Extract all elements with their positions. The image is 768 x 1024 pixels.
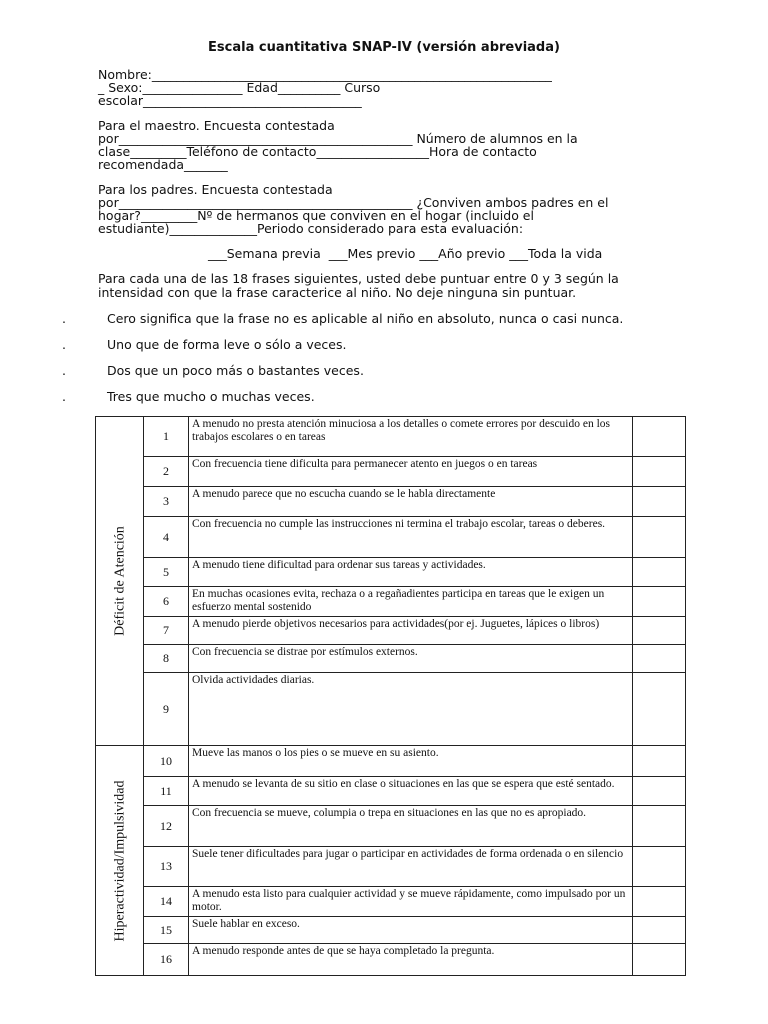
item-text: A menudo no presta atención minuciosa a los detalles o comete errores por descuido en los trabajos escolares o en tareas	[189, 417, 633, 457]
item-text: A menudo esta listo para cualquier actividad y se mueve rápidamente, como impulsado por un motor.	[189, 887, 633, 917]
item-text: Con frecuencia se distrae por estímulos externos.	[189, 645, 633, 673]
table-row	[96, 457, 686, 487]
snap-iv-table	[95, 416, 686, 976]
item-number: 14	[144, 887, 189, 917]
item-number: 7	[144, 617, 189, 645]
table-row	[96, 746, 686, 777]
category-hyperactivity-label: Hiperactividad/Impulsividad	[112, 780, 127, 941]
item-text: A menudo se levanta de su sitio en clase o situaciones en las que se espera que esté sentado.	[189, 777, 633, 806]
item-text: Con frecuencia se mueve, columpia o trepa en situaciones en las que no es apropiado.	[189, 806, 633, 847]
table-row	[96, 944, 686, 976]
header-line-name: Nombre:________________________________________________________________	[98, 67, 552, 82]
table-row	[96, 806, 686, 847]
score-cell[interactable]	[633, 746, 686, 777]
teacher-line-1: Para el maestro. Encuesta contestada	[98, 118, 335, 133]
table-row	[96, 587, 686, 617]
scale-item-three: Tres que mucho o muchas veces.	[107, 389, 315, 404]
score-cell[interactable]	[633, 558, 686, 587]
period-options: ___Semana previa ___Mes previo ___Año previo ___Toda la vida	[208, 246, 603, 261]
item-number: 8	[144, 645, 189, 673]
score-cell[interactable]	[633, 417, 686, 457]
score-cell[interactable]	[633, 917, 686, 944]
item-number: 10	[144, 746, 189, 777]
item-text: Con frecuencia no cumple las instrucciones ni termina el trabajo escolar, tareas o deberes.	[189, 517, 633, 558]
instructions-line-2: intensidad con que la frase caracterice al niño. No deje ninguna sin puntuar.	[98, 285, 577, 300]
category-attention-cell	[96, 417, 144, 746]
item-number: 13	[144, 847, 189, 887]
parent-line-4: estudiante)______________Periodo considerado para esta evaluación:	[98, 221, 524, 236]
table-row	[96, 917, 686, 944]
item-text: Suele hablar en exceso.	[189, 917, 633, 944]
score-cell[interactable]	[633, 587, 686, 617]
document-title: Escala cuantitativa SNAP-IV (versión abreviada)	[208, 40, 560, 55]
score-cell[interactable]	[633, 673, 686, 746]
teacher-line-3: clase_________Teléfono de contacto__________________Hora de contacto	[98, 144, 537, 159]
teacher-line-2: por_______________________________________________ Número de alumnos en la	[98, 131, 578, 146]
item-number: 11	[144, 777, 189, 806]
item-number: 15	[144, 917, 189, 944]
header-line-school: escolar___________________________________	[98, 93, 362, 108]
item-number: 12	[144, 806, 189, 847]
item-number: 5	[144, 558, 189, 587]
item-number: 6	[144, 587, 189, 617]
item-text: Olvida actividades diarias.	[189, 673, 633, 746]
scale-marker-3: .	[62, 389, 66, 404]
item-number: 4	[144, 517, 189, 558]
scale-marker-0: .	[62, 311, 66, 326]
item-text: A menudo tiene dificultad para ordenar sus tareas y actividades.	[189, 558, 633, 587]
score-cell[interactable]	[633, 487, 686, 517]
instructions-line-1: Para cada una de las 18 frases siguientes, usted debe puntuar entre 0 y 3 según la	[98, 271, 619, 286]
table-row	[96, 417, 686, 457]
item-text: Con frecuencia tiene dificulta para permanecer atento en juegos o en tareas	[189, 457, 633, 487]
score-cell[interactable]	[633, 645, 686, 673]
item-number: 2	[144, 457, 189, 487]
item-number: 1	[144, 417, 189, 457]
table-row	[96, 487, 686, 517]
table-row	[96, 558, 686, 587]
item-text: Mueve las manos o los pies o se mueve en su asiento.	[189, 746, 633, 777]
table-row	[96, 517, 686, 558]
parent-line-1: Para los padres. Encuesta contestada	[98, 182, 333, 197]
score-cell[interactable]	[633, 457, 686, 487]
table-row	[96, 645, 686, 673]
item-text: Suele tener dificultades para jugar o participar en actividades de forma ordenada o en silencio	[189, 847, 633, 887]
score-cell[interactable]	[633, 806, 686, 847]
item-text: En muchas ocasiones evita, rechaza o a regañadientes participa en tareas que le exigen un esfuerzo mental sostenido	[189, 587, 633, 617]
table-row	[96, 777, 686, 806]
scale-item-zero: Cero significa que la frase no es aplicable al niño en absoluto, nunca o casi nunca.	[107, 311, 624, 326]
item-number: 16	[144, 944, 189, 976]
score-cell[interactable]	[633, 517, 686, 558]
score-cell[interactable]	[633, 847, 686, 887]
scale-item-one: Uno que de forma leve o sólo a veces.	[107, 337, 347, 352]
item-number: 9	[144, 673, 189, 746]
item-text: A menudo pierde objetivos necesarios para actividades(por ej. Juguetes, lápices o libros)	[189, 617, 633, 645]
scale-marker-2: .	[62, 363, 66, 378]
parent-line-2: por_______________________________________________ ¿Conviven ambos padres en el	[98, 195, 609, 210]
score-cell[interactable]	[633, 944, 686, 976]
table-row	[96, 673, 686, 746]
scale-marker-1: .	[62, 337, 66, 352]
header-line-sex-age: _ Sexo:________________ Edad__________ Curso	[98, 80, 381, 95]
category-hyperactivity-cell	[96, 746, 144, 976]
item-text: A menudo responde antes de que se haya completado la pregunta.	[189, 944, 633, 976]
table-row	[96, 847, 686, 887]
score-cell[interactable]	[633, 617, 686, 645]
parent-line-3: hogar?_________Nº de hermanos que conviven en el hogar (incluido el	[98, 208, 534, 223]
category-attention-label: Déficit de Atención	[112, 526, 127, 636]
table-row	[96, 887, 686, 917]
table-row	[96, 617, 686, 645]
score-cell[interactable]	[633, 887, 686, 917]
item-text: A menudo parece que no escucha cuando se le habla directamente	[189, 487, 633, 517]
score-cell[interactable]	[633, 777, 686, 806]
scale-item-two: Dos que un poco más o bastantes veces.	[107, 363, 364, 378]
teacher-line-4: recomendada_______	[98, 157, 228, 172]
item-number: 3	[144, 487, 189, 517]
